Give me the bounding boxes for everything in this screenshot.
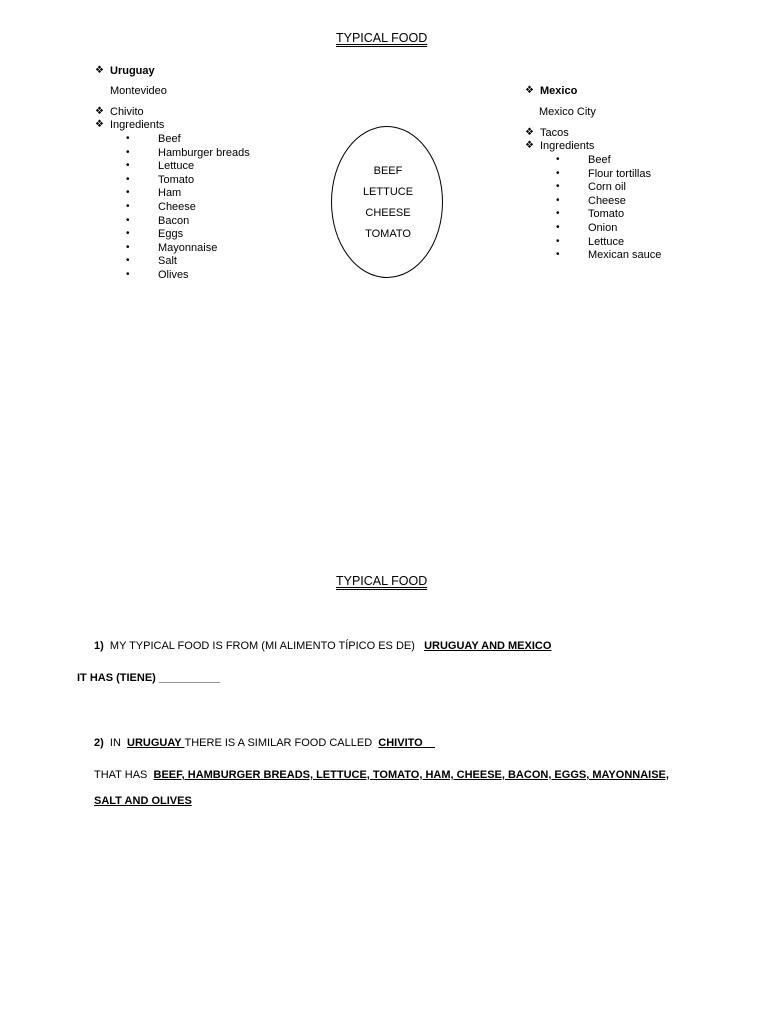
bullet-icon: • (126, 160, 130, 172)
mexico-ingredient: Mexican sauce (588, 249, 662, 262)
common-ingredient: TOMATO (365, 228, 411, 240)
mexico-ingredient: Flour tortillas (588, 167, 651, 180)
uruguay-ingredient: Hamburger breads (158, 146, 250, 159)
uruguay-ingredient: Ham (158, 187, 182, 200)
uruguay-ingredient: Tomato (158, 173, 195, 186)
bullet-icon: • (556, 249, 560, 261)
uruguay-ingredient: Beef (158, 133, 181, 145)
mexico-ingredient: Corn oil (588, 181, 626, 194)
mexico-ingredient: Onion (588, 222, 618, 234)
page-title: TYPICAL FOOD (336, 31, 428, 45)
uruguay-ingredient: Eggs (158, 228, 184, 241)
common-ingredient: CHEESE (365, 207, 411, 219)
diamond-bullet-icon: ❖ (525, 127, 534, 138)
mexico-ingredient: Cheese (588, 194, 626, 207)
uruguay-capital: Montevideo (110, 85, 167, 97)
it-has-line: IT HAS (TIENE) __________ (77, 672, 221, 684)
bullet-icon: • (126, 228, 130, 240)
diamond-bullet-icon: ❖ (95, 65, 104, 76)
bullet-icon: • (126, 146, 130, 158)
bullet-icon: • (556, 235, 560, 247)
uruguay-ingredient: Bacon (158, 214, 190, 227)
diamond-bullet-icon: ❖ (95, 106, 104, 117)
common-ingredient: LETTUCE (362, 186, 414, 198)
common-ingredients-ellipse (331, 126, 443, 278)
diamond-bullet-icon: ❖ (95, 119, 104, 130)
bullet-icon: • (556, 167, 560, 179)
mexico-capital: Mexico City (539, 106, 596, 118)
question-2-country: URUGUAY (127, 737, 185, 749)
uruguay-ingredient: Olives (158, 269, 189, 281)
bullet-icon: • (556, 208, 560, 220)
bullet-icon: • (126, 187, 130, 199)
bullet-icon: • (556, 181, 560, 193)
mexico-country: Mexico (540, 85, 578, 97)
bullet-icon: • (556, 154, 560, 165)
question-2-text: THERE IS A SIMILAR FOOD CALLED (184, 737, 373, 749)
bullet-icon: • (126, 255, 130, 267)
question-2 (94, 737, 435, 749)
bullet-icon: • (126, 269, 130, 280)
uruguay-ingredient: Salt (158, 255, 177, 268)
that-has-label: THAT HAS (94, 769, 148, 781)
worksheet-title: TYPICAL FOOD (336, 574, 428, 588)
question-1-answer: URUGUAY AND MEXICO (424, 640, 552, 652)
that-has-list-line2: SALT AND OLIVES (94, 795, 192, 807)
mexico-dish: Tacos (540, 127, 569, 139)
question-2-trail: __ (422, 737, 435, 749)
uruguay-ingredient: Lettuce (158, 160, 195, 173)
uruguay-ingredients-label: Ingredients (110, 119, 165, 131)
that-has-line (94, 769, 669, 781)
mexico-ingredient: Lettuce (588, 235, 625, 248)
bullet-icon: • (126, 173, 130, 185)
mexico-ingredient: Beef (588, 154, 611, 166)
diamond-bullet-icon: ❖ (525, 85, 534, 96)
question-1 (94, 640, 551, 652)
bullet-icon: • (126, 133, 130, 144)
bullet-icon: • (126, 214, 130, 226)
common-ingredient: BEEF (373, 165, 403, 177)
mexico-ingredient: Tomato (588, 208, 625, 221)
uruguay-ingredient: Cheese (158, 201, 196, 213)
bullet-icon: • (556, 222, 560, 233)
question-2-dish: CHIVITO (378, 737, 423, 749)
question-2-number: 2) (94, 737, 104, 749)
question-1-number: 1) (94, 640, 104, 652)
bullet-icon: • (126, 201, 130, 212)
mexico-ingredients-label: Ingredients (540, 140, 595, 152)
question-1-text: MY TYPICAL FOOD IS FROM (MI ALIMENTO TÍPICO ES DE) (109, 640, 415, 652)
bullet-icon: • (556, 194, 560, 206)
uruguay-dish: Chivito (110, 106, 144, 118)
that-has-list-line1: BEEF, HAMBURGER BREADS, LETTUCE, TOMATO, HAM, CHEESE, BACON, EGGS, MAYONNAISE, (153, 769, 669, 781)
bullet-icon: • (126, 241, 130, 253)
uruguay-country: Uruguay (110, 65, 155, 77)
question-2-in: IN (109, 737, 121, 749)
uruguay-ingredient: Mayonnaise (158, 241, 218, 254)
diamond-bullet-icon: ❖ (525, 140, 534, 151)
